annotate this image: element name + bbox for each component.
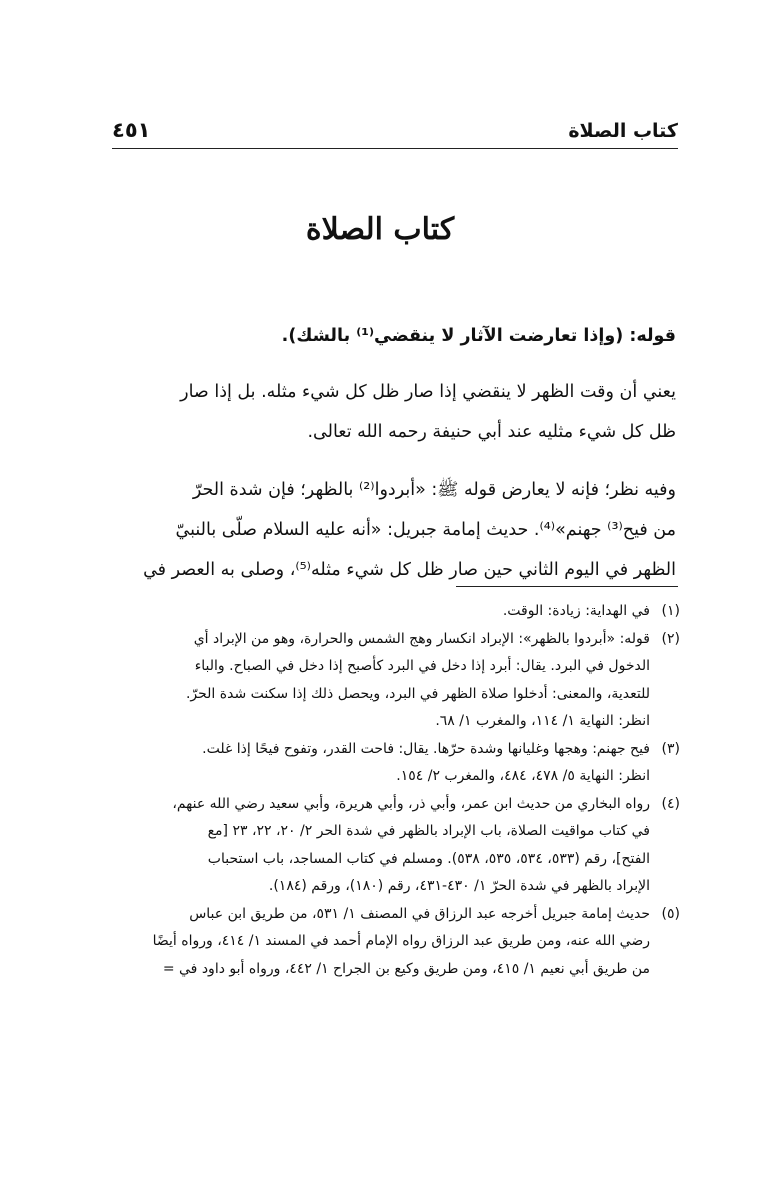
footnotes: [96, 598, 680, 983]
text-line: يعني أن وقت الظهر لا ينقضي إذا صار ظل كل شيء مثله. بل إذا صار: [180, 382, 676, 402]
commentary-paragraph-1: [96, 372, 676, 452]
footnote-number: (٢): [661, 630, 680, 647]
footnote-number: (٥): [661, 905, 680, 922]
footnote-line: حديث إمامة جبريل أخرجه عبد الرزاق في المصنف ١/ ٥٣١، من طريق ابن عباس: [189, 905, 650, 922]
commentary-paragraph-2: [96, 470, 676, 590]
footnote-line: الإبراد بالظهر في شدة الحرّ ١/ ٤٣٠-٤٣١، رقم (١٨٠)، ورقم (١٨٤).: [268, 878, 650, 894]
quoted-matn: قوله: (وإذا تعارضت الآثار لا ينقضي⁽¹⁾ بالشك).: [281, 326, 676, 346]
footnote-4: [96, 791, 680, 901]
page-number: ٤٥١: [112, 118, 151, 142]
main-text: [96, 316, 676, 590]
footnote-number: (٤): [661, 795, 680, 812]
running-title: كتاب الصلاة: [568, 120, 678, 142]
footnote-line: فيح جهنم: وهجها وغليانها وشدة حرّها. يقال: فاحت القدر، وتفوح فيحًا إذا غلت.: [202, 740, 650, 757]
footnote-2: [96, 626, 680, 736]
footnote-line: قوله: «أبردوا بالظهر»: الإبراد انكسار وهج الشمس والحرارة، وهو من الإبراد أي: [193, 630, 650, 647]
footnote-line: رضي الله عنه، ومن طريق عبد الرزاق رواه الإمام أحمد في المسند ١/ ٤١٤، ورواه أيضًا: [152, 933, 650, 949]
footnote-line: الدخول في البرد. يقال: أبرد إذا دخل في البرد كأصبح إذا دخل في الصباح. والباء: [194, 658, 650, 674]
footnote-line: الفتح]، رقم (٥٣٣، ٥٣٤، ٥٣٥، ٥٣٨). ومسلم في كتاب المساجد، باب استحباب: [207, 850, 650, 867]
chapter-title: كتاب الصلاة: [305, 212, 455, 247]
text-line: ظل كل شيء مثليه عند أبي حنيفة رحمه الله تعالى.: [307, 422, 676, 442]
text-line: وفيه نظر؛ فإنه لا يعارض قوله ﷺ: «أبردوا⁽²⁾ بالظهر؛ فإن شدة الحرّ: [192, 480, 676, 500]
text-line: الظهر في اليوم الثاني حين صار ظل كل شيء مثله⁽⁵⁾، وصلى به العصر في: [143, 560, 676, 580]
footnote-divider: [456, 586, 678, 587]
footnote-line: انظر: النهاية ١/ ١١٤، والمغرب ١/ ٦٨.: [435, 713, 650, 729]
text-line: من فيح⁽³⁾ جهنم»⁽⁴⁾. حديث إمامة جبريل: «أنه عليه السلام صلّى بالنبيّ: [175, 520, 676, 540]
footnote-number: (٣): [661, 740, 680, 757]
footnote-line: رواه البخاري من حديث ابن عمر، وأبي ذر، وأبي هريرة، وأبي سعيد رضي الله عنهم،: [172, 795, 650, 812]
footnote-line: في كتاب مواقيت الصلاة، باب الإبراد بالظهر في شدة الحر ٢/ ٢٠، ٢٢، ٢٣ [مع: [207, 823, 650, 839]
footnote-line: في الهداية: زيادة: الوقت.: [502, 603, 650, 619]
footnote-line: من طريق أبي نعيم ١/ ٤١٥، ومن طريق وكيع بن الجراح ١/ ٤٤٢، ورواه أبو داود في =: [162, 960, 650, 977]
footnote-5: [96, 901, 680, 984]
footnote-line: انظر: النهاية ٥/ ٤٧٨، ٤٨٤، والمغرب ٢/ ١٥٤.: [396, 768, 650, 784]
footnote-1: [96, 598, 680, 626]
footnote-3: [96, 736, 680, 791]
footnote-line: للتعدية، والمعنى: أدخلوا صلاة الظهر في البرد، ويحصل ذلك إذا سكنت شدة الحرّ.: [185, 685, 650, 702]
footnote-number: (١): [661, 603, 680, 619]
page-header: [112, 118, 678, 149]
